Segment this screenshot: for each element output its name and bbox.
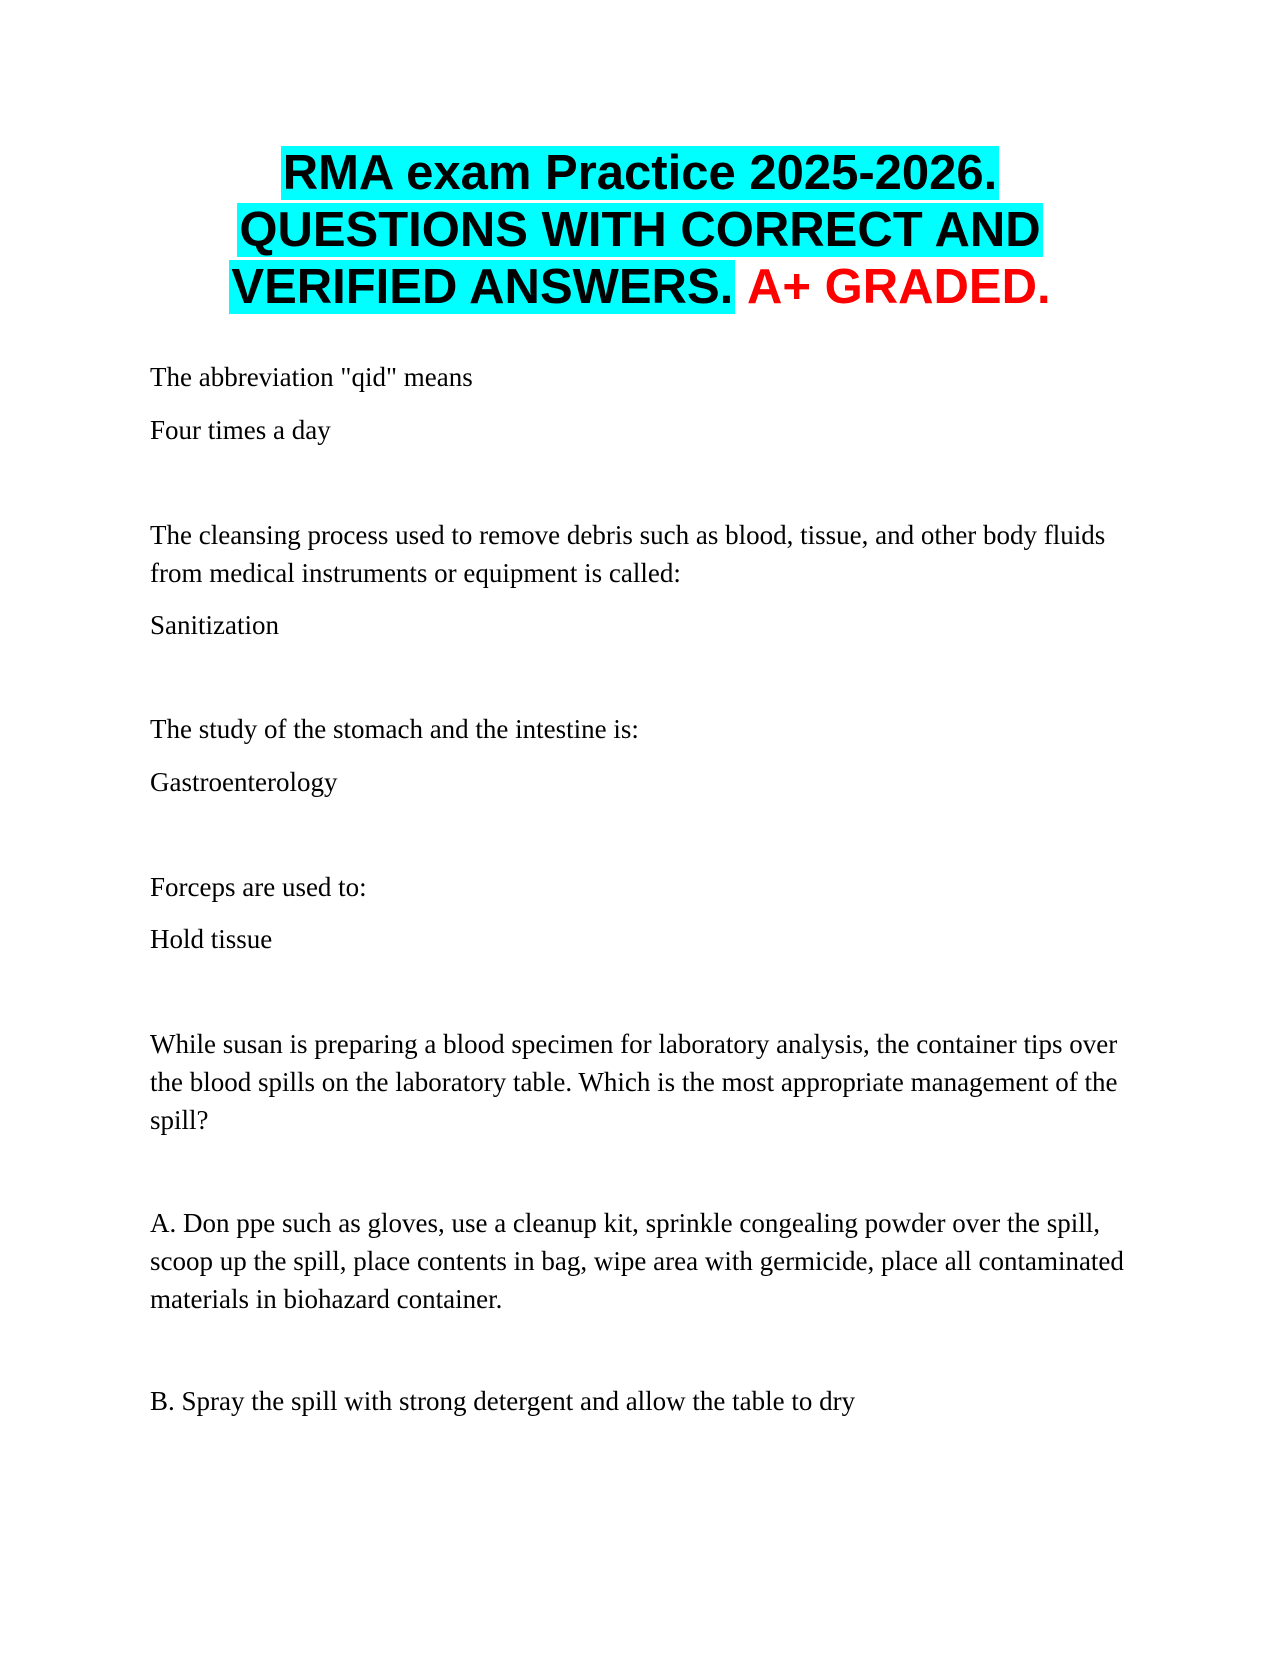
answer-3: Gastroenterology [150,767,338,797]
question-3: The study of the stomach and the intestine is: [150,714,639,744]
title-line-3: VERIFIED ANSWERS. [231,260,734,314]
answer-1: Four times a day [150,415,331,445]
document-title [0,145,1280,316]
answer-4: Hold tissue [150,924,273,954]
title-line-2: QUESTIONS WITH CORRECT AND [239,203,1041,257]
question-1: The abbreviation "qid" means [150,362,473,392]
option-a: A. Don ppe such as gloves, use a cleanup kit, sprinkle congealing powder over the spill, scoop up the spill, place contents in bag, wipe area with germicide, place all contaminated materials in biohazard container. [150,1208,1124,1314]
question-5: While susan is preparing a blood specimen for laboratory analysis, the container tips over the blood spills on the laboratory table. Which is the most appropriate management of the spill? [150,1029,1118,1135]
answer-2: Sanitization [150,610,279,640]
title-line-1: RMA exam Practice 2025-2026. [282,146,998,200]
option-b: B. Spray the spill with strong detergent and allow the table to dry [150,1386,856,1416]
grade-label: A+ GRADED. [747,260,1051,314]
question-2: The cleansing process used to remove debris such as blood, tissue, and other body fluids from medical instruments or equipment is called: [150,520,1106,588]
question-4: Forceps are used to: [150,872,367,902]
